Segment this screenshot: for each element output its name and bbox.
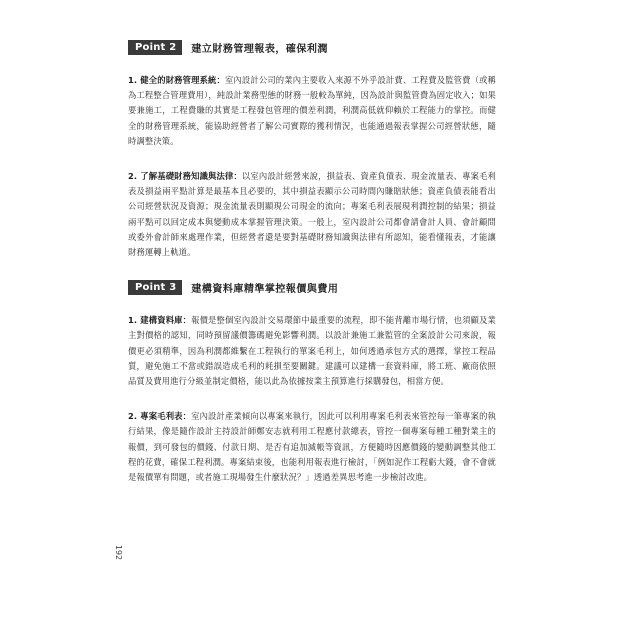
section-header [128,40,496,55]
paragraph-lead: 1. 健全的財務管理系統： [128,75,225,85]
page-number: 192 [114,544,124,561]
point-tag: Point 2 [128,40,182,55]
section-title: 建立財務管理報表，確保利潤 [191,44,328,55]
paragraph [128,409,496,485]
document-page [128,40,496,505]
paragraph [128,169,496,260]
section-point-3 [128,280,496,485]
point-tag: Point 3 [128,280,182,295]
paragraph-lead: 2. 了解基礎財務知識與法律： [128,171,242,182]
section-title: 建構資料庫精準掌控報價與費用 [191,284,339,296]
paragraph-body: 報價是整個室內設計交易環節中最重要的流程，即不能背離市場行情，也須顧及業主對價格的認知，同時預留議價籌碼避免影響利潤。以設計兼施工兼監管的全案設計公司來說，報價更必須精準，因為利潤都維繫在工程執行的單案毛利上，如何透過承包方式的選擇，掌控工程品質，避免施工不當或錯誤造成毛利的耗損至要關鍵。建議可以建構一套資料庫，將工班、廠商依照品質及費用進行分級並制定價格，能以此為依據按業主預算進行採購發包，相當方便。 [128,315,496,387]
paragraph-body: 室內設計產業傾向以專案來執行，因此可以利用專案毛利表來管控每一筆專案的執行結果，像是隨作設計主持設計師鄭安志就利用工程應付款總表，管控一個專案每種工種對業主的報價，到可發包的價錢、付款日期、是否有追加減帳等資訊，方便隨時因應價錢的變動調整其他工程的花費，確保工程利潤。專案結束後，也能利用報表進行檢討，「例如泥作工程虧大錢，會不會就是報價單有問題，或者施工現場發生什麼狀況？」透過差異思考進一步檢討改進。 [128,411,496,483]
paragraph-lead: 1. 建構資料庫： [128,315,192,326]
paragraph [128,73,496,149]
section-header [128,280,496,295]
paragraph-body: 室內設計公司的業內主要收入來源不外乎設計費、工程費及監管費（或稱為工程整合管理費用），純設計業務型態的財務一般較為單純，因為設計與監管費為固定收入；如果要兼施工，工程費賺的其實是工程發包管理的價差利潤，利潤高低就仰賴於工程能力的掌控。而健全的財務管理系統，能協助經營者了解公司實際的獲利情況，也能通過報表掌握公司經營狀態，隨時調整決策。 [128,75,496,146]
section-point-2 [128,40,496,260]
paragraph-lead: 2. 專案毛利表： [128,411,192,422]
paragraph-body: 以室內設計經營來說，損益表、資產負債表、現金流量表、專案毛利表及損益兩平點計算是最基本且必要的，其中損益表顯示公司時間內賺賠狀態；資產負債表能看出公司經營狀況及資源；現金流量表則顯現公司現金的流向；專案毛利表展現利潤控制的結果；損益兩平點可以回定成本與變動成本掌握管理決策。一般上，室內設計公司都會請會計人員、會計顧問或委外會計師來處理作業，但經營者還是要對基礎財務知識與法律有所認知，能看懂報表，才能讓財務運轉上軌道。 [128,171,496,258]
paragraph [128,313,496,389]
